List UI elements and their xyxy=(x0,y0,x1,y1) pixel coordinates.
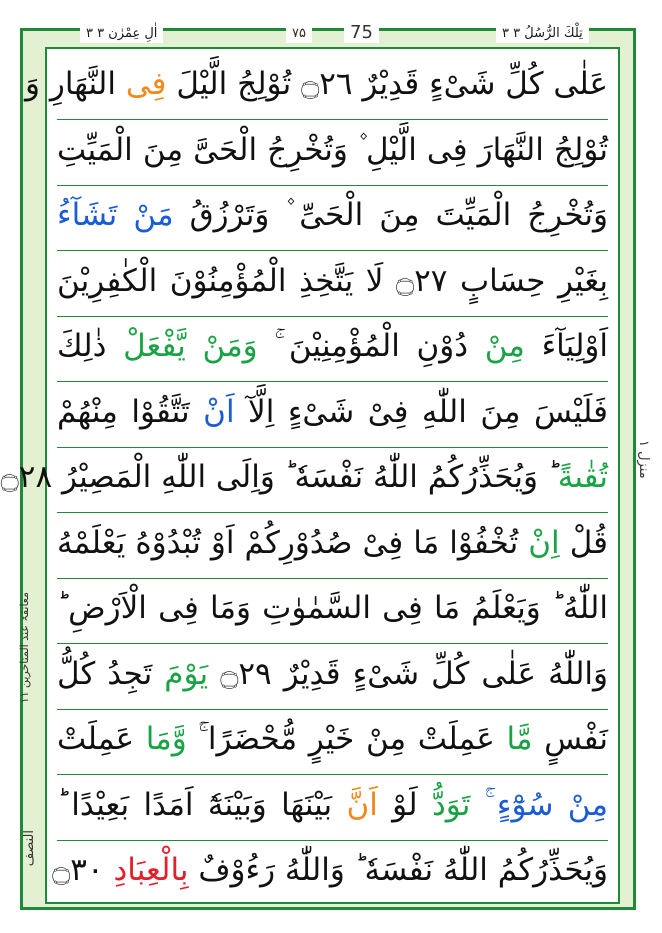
text-segment: اَوْلِیَآءَ xyxy=(524,328,608,364)
page-number: 75 xyxy=(344,23,379,43)
text-segment: لَوْ xyxy=(377,786,432,823)
text-segment: اِنْ xyxy=(528,524,560,561)
text-segment: تَتَّقُوْا مِنْهُمْ xyxy=(57,393,204,430)
text-line xyxy=(57,577,608,644)
text-segment: تُوْلِجُ النَّهَارَ فِی الَّیْلِ ۫ وَتُخْرِجُ الْحَیَّ مِنَ الْمَیِّتِ xyxy=(57,131,608,168)
text-line xyxy=(57,381,608,448)
text-segment: اَنْ xyxy=(203,393,235,430)
text-line xyxy=(57,643,608,710)
text-segment: عَلٰی كُلِّ شَیْءٍ قَدِیْرٌ ۝٢٦ تُوْلِجُ الَّیْلَ xyxy=(166,66,608,102)
text-segment: عَمِلَتْ xyxy=(57,721,146,757)
text-line xyxy=(57,184,608,251)
text-segment: قُلْ xyxy=(559,524,609,561)
text-segment: مِنْ سُوْٓءٍ ۚۛ xyxy=(470,786,608,823)
text-segment: وَمَنْ یَّفْعَلْ xyxy=(123,328,258,364)
text-segment: مَنْ xyxy=(133,197,174,233)
text-segment: وَاللّٰهُ عَلٰی كُلِّ شَیْءٍ قَدِیْرٌ ۝٢٩ xyxy=(208,655,608,692)
text-segment: وَّمَا xyxy=(145,721,187,757)
text-line xyxy=(57,119,608,186)
text-line xyxy=(52,839,608,905)
text-segment: اَنَّ xyxy=(346,786,378,823)
text-line xyxy=(57,315,608,382)
juz-name: ۳ تِلْكَ الرُّسُلُ ۳ xyxy=(496,25,589,43)
text-segment: بَیْنَهَا وَبَیْنَهٗٓ اَمَدًا بَعِیْدًا ؕ xyxy=(57,786,347,823)
text-line xyxy=(57,250,608,317)
text-segment: وَیُحَذِّرُكُمُ اللّٰهُ نَفْسَهٗ ؕ وَاللّٰهُ رَءُوْفٌ xyxy=(188,852,608,888)
text-segment: فِی xyxy=(125,66,167,102)
page-number-arabic: ۷۵ xyxy=(286,25,312,43)
text-segment: تَجِدُ كُلُّ xyxy=(57,655,165,692)
text-segment: فَلَیْسَ مِنَ اللّٰهِ فِیْ شَیْءٍ اِلَّآ xyxy=(234,393,608,430)
text-line xyxy=(0,446,608,513)
text-segment: یَوْمَ xyxy=(164,655,209,692)
margin-marker: النصف xyxy=(22,830,37,867)
text-segment: بِالْعِبَادِ xyxy=(113,852,189,888)
text-line xyxy=(57,512,608,579)
text-segment: نَفْسٍ xyxy=(532,721,608,757)
page-header xyxy=(40,24,630,46)
text-segment: ذٰلِكَ xyxy=(57,328,124,364)
text-segment: ۝٣٠ xyxy=(52,852,114,888)
text-line xyxy=(25,53,608,120)
manzil-marker: منزل ۱ xyxy=(636,440,651,479)
text-segment: مِنْ xyxy=(484,328,525,364)
margin-note: معانقۃ عند المتاخرین ۱۱ xyxy=(18,592,31,704)
text-segment: تَشَآءُ xyxy=(57,197,134,233)
text-segment: تُخْفُوْا مَا فِیْ صُدُوْرِكُمْ اَوْ تُبْدُوْهُ یَعْلَمْهُ xyxy=(57,524,529,561)
text-segment: دُوْنِ الْمُؤْمِنِیْنَ ۚ xyxy=(257,328,485,364)
text-segment: تَوَدُّ xyxy=(431,786,471,823)
surah-name: ۳ اٰلِ عِمْرٰن ۳ xyxy=(80,25,163,43)
text-line xyxy=(57,774,608,841)
text-segment: ؕ وَیُحَذِّرُكُمُ اللّٰهُ نَفْسَهٗ ؕ وَاِلَی اللّٰهِ الْمَصِیْرُ ۝٢٨ xyxy=(0,459,558,495)
text-segment: بِغَیْرِ حِسَابٍ ۝٢٧ لَا یَتَّخِذِ الْمُؤْمِنُوْنَ الْكٰفِرِیْنَ xyxy=(57,262,608,299)
text-segment: تُقٰىةً xyxy=(557,459,608,495)
text-segment: مَّا xyxy=(506,721,533,757)
text-segment: وَتُخْرِجُ الْمَیِّتَ مِنَ الْحَیِّ ۫ وَتَرْزُقُ xyxy=(173,197,608,233)
text-line xyxy=(57,708,608,775)
text-segment: النَّهَارِ وَ xyxy=(25,66,126,102)
text-segment: عَمِلَتْ مِنْ خَیْرٍ مُّحْضَرًا ۚۛ xyxy=(186,721,507,757)
text-segment: اللّٰهُ ؕ وَیَعْلَمُ مَا فِی السَّمٰوٰتِ وَمَا فِی الْاَرْضِ ؕ xyxy=(57,590,608,626)
